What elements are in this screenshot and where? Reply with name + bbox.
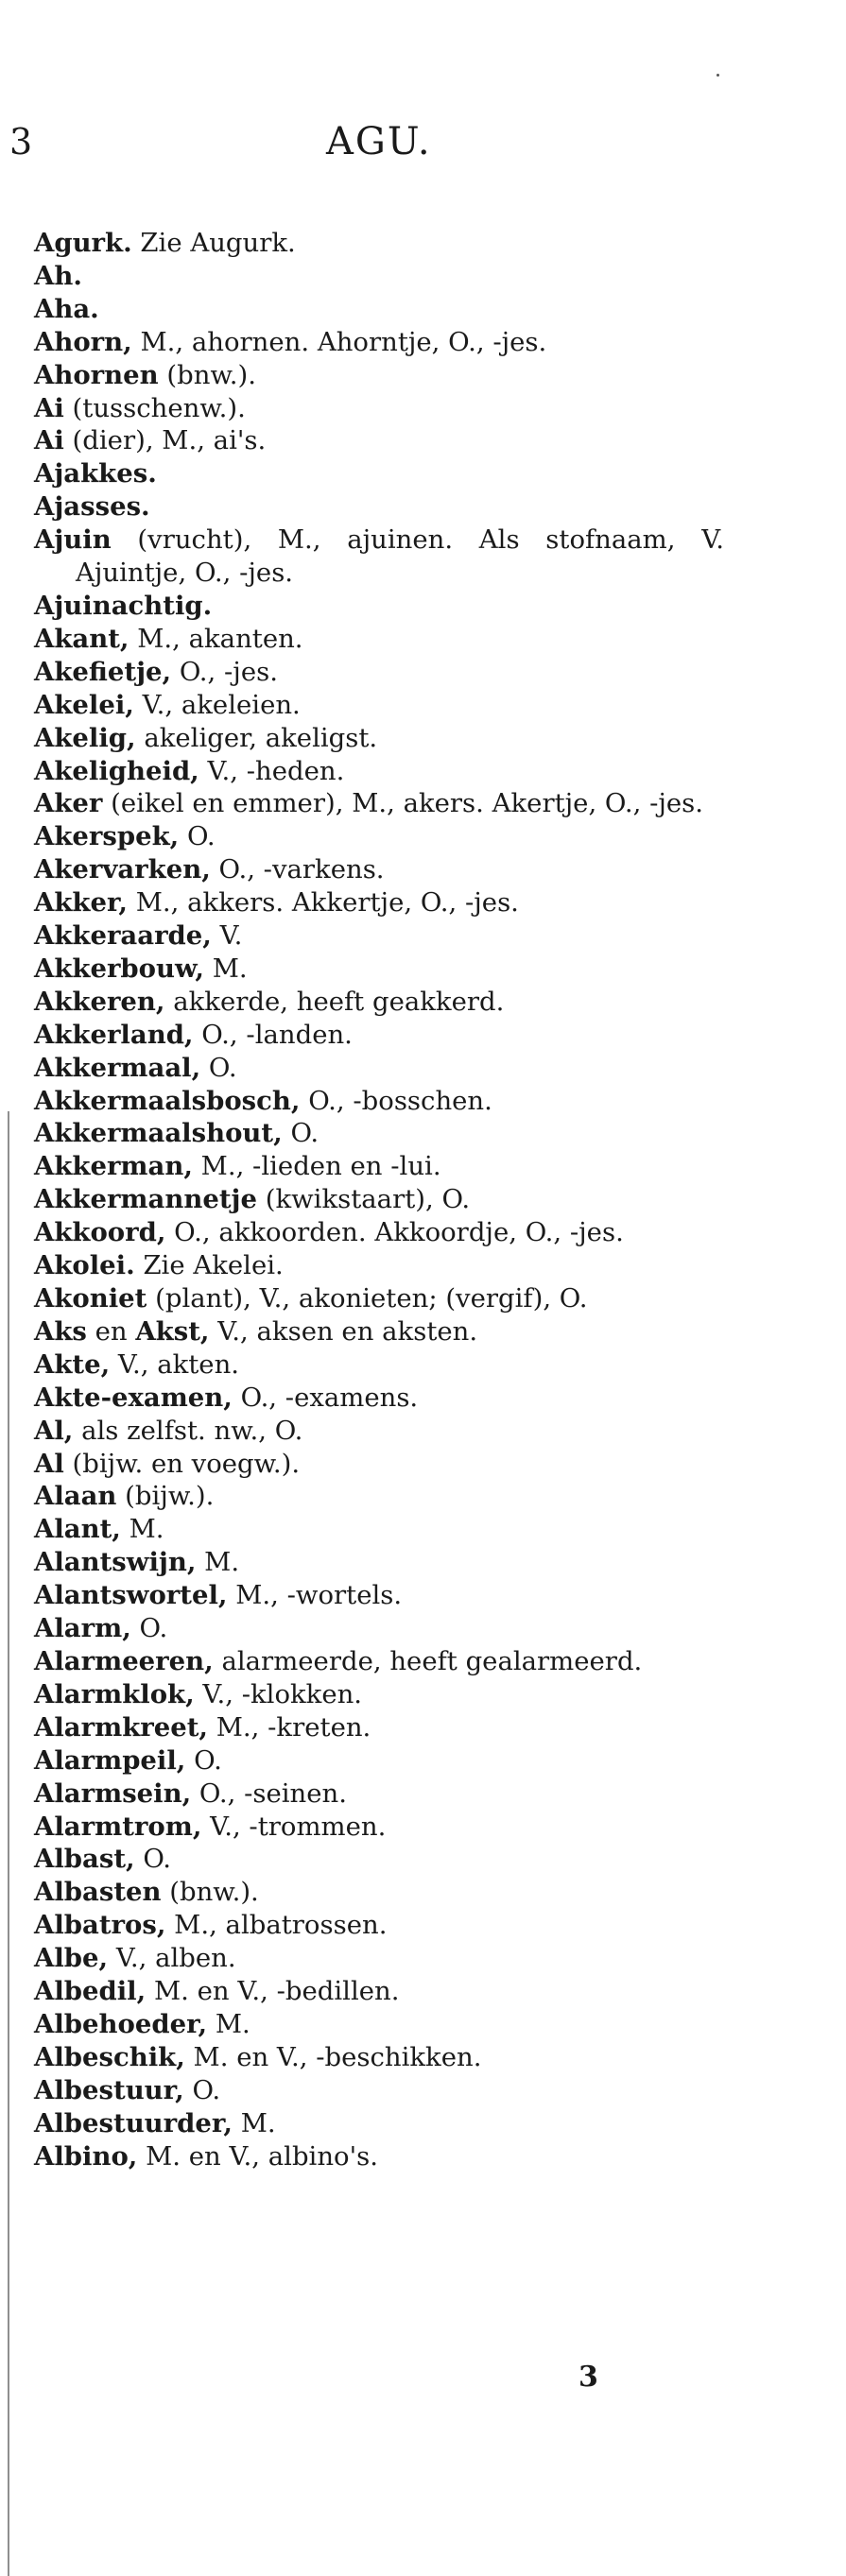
page-header <box>0 121 846 178</box>
dictionary-entry <box>34 392 724 425</box>
dictionary-entry <box>34 1216 724 1249</box>
entry-headword: Akkerland, <box>34 1019 194 1050</box>
entry-headword: Akelei, <box>34 689 134 720</box>
entry-definition: O., -jes. <box>171 656 278 687</box>
entry-headword: Akkeren, <box>34 986 165 1017</box>
dictionary-entry <box>34 656 724 689</box>
dictionary-entry <box>34 1612 724 1645</box>
entry-headword: Alarmklok, <box>34 1678 195 1709</box>
entry-headword: Alarm, <box>34 1613 131 1644</box>
entry-headword: Alantswijn, <box>34 1547 197 1578</box>
dictionary-entry <box>34 2107 724 2140</box>
dictionary-entry <box>34 1019 724 1052</box>
dictionary-entry <box>34 2008 724 2041</box>
dictionary-entry <box>34 1052 724 1085</box>
page-number-top: 3 <box>9 121 33 163</box>
entry-definition: M., akkers. Akkertje, O., -jes. <box>128 887 519 919</box>
dictionary-entry <box>34 1645 724 1678</box>
entry-headword: Ajuin <box>34 524 112 556</box>
entry-headword: Akkermaalsbosch, <box>34 1085 301 1116</box>
entry-definition: M. en V., albino's. <box>137 2140 379 2172</box>
entry-headword: Alarmsein, <box>34 1777 192 1809</box>
entry-headword: Aker <box>34 788 103 819</box>
entry-definition: M. <box>204 953 248 984</box>
dictionary-entry <box>34 1711 724 1744</box>
entry-definition: als zelfst. nw., O. <box>73 1415 303 1446</box>
dictionary-entry <box>34 1480 724 1513</box>
entry-definition: M., -kreten. <box>208 1711 371 1743</box>
entry-definition: O. <box>200 1052 237 1083</box>
entry-definition: O., -examens. <box>232 1382 419 1413</box>
dictionary-entry <box>34 1579 724 1612</box>
entry-headword: Akkermaalshout, <box>34 1118 283 1149</box>
entry-definition: M., -lieden en -lui. <box>192 1151 441 1182</box>
dictionary-entry <box>34 1975 724 2008</box>
dictionary-entry <box>34 787 724 820</box>
dictionary-entry <box>34 359 724 392</box>
entry-headword: Ahorn, <box>34 326 132 357</box>
entry-headword: Albasten <box>34 1877 162 1908</box>
entry-definition: M. en V., -beschikken. <box>184 2041 482 2072</box>
dictionary-entry <box>34 919 724 953</box>
entry-definition: Zie Augurk. <box>131 228 296 258</box>
entry-definition: (dier), M., ai's. <box>63 425 267 456</box>
entry-headword: Albehoeder, <box>34 2008 208 2039</box>
entry-definition-secondary: V., aksen en aksten. <box>209 1315 478 1347</box>
entry-headword: Albe, <box>34 1943 109 1974</box>
entry-definition: (bnw.). <box>161 1877 259 1908</box>
entry-definition: M. <box>207 2008 250 2039</box>
entry-headword: Akkermannetje <box>34 1184 257 1215</box>
entry-headword: Akkoord, <box>34 1217 166 1248</box>
entry-headword: Albestuur, <box>34 2074 184 2105</box>
margin-rule <box>8 1111 9 2576</box>
dictionary-entry <box>34 1777 724 1811</box>
entry-definition: V., -klokken. <box>194 1678 363 1709</box>
dictionary-entry <box>34 1415 724 1448</box>
entry-definition: V. <box>211 920 243 952</box>
dictionary-entry <box>34 1942 724 1975</box>
entry-headword: Ajuinachtig. <box>34 590 213 621</box>
dictionary-entry <box>34 457 724 490</box>
dictionary-entry <box>34 1876 724 1909</box>
entry-definition: O. <box>134 1844 172 1875</box>
entry-headword: Ahornen <box>34 359 159 390</box>
entry-definition: O. <box>183 2074 221 2105</box>
entry-headword: Alarmkreet, <box>34 1711 209 1743</box>
dictionary-entry <box>34 1448 724 1481</box>
dictionary-entry <box>34 2041 724 2074</box>
entry-definition: (bijw.). <box>116 1481 215 1512</box>
dictionary-entry <box>34 2140 724 2173</box>
dictionary-entry <box>34 1909 724 1942</box>
running-head: AGU. <box>326 120 432 163</box>
dictionary-entry <box>34 293 724 326</box>
entry-definition: O. <box>185 1744 222 1776</box>
entry-headword: Akoniet <box>34 1283 147 1314</box>
dictionary-entry <box>34 1678 724 1711</box>
dictionary-entry <box>34 755 724 788</box>
dictionary-entry <box>34 1348 724 1382</box>
entry-definition: alarmeerde, heeft gealarmeerd. <box>213 1645 643 1676</box>
entry-definition: (kwikstaart), O. <box>256 1184 471 1215</box>
entry-definition: (plant), V., akonieten; (vergif), O. <box>147 1283 588 1314</box>
entry-headword: Alantswortel, <box>34 1580 228 1611</box>
entry-definition: O., -seinen. <box>191 1777 347 1809</box>
entry-headword: Akte, <box>34 1348 111 1380</box>
entry-headword: Albestuurder, <box>34 2107 233 2138</box>
dictionary-entry <box>34 689 724 722</box>
print-speck <box>717 74 719 77</box>
dictionary-entry <box>34 953 724 986</box>
entry-definition: V., -trommen. <box>201 1811 387 1842</box>
entry-headword: Albatros, <box>34 1910 166 1941</box>
entry-definition: M., ahornen. Ahorntje, O., -jes. <box>131 326 547 357</box>
entry-headword: Akeligheid, <box>34 755 199 786</box>
entry-headword: Albeschik, <box>34 2041 185 2072</box>
dictionary-entry <box>34 2074 724 2107</box>
entry-headword: Ajakkes. <box>34 458 157 489</box>
entry-definition: O. <box>282 1118 319 1149</box>
dictionary-entry <box>34 1513 724 1546</box>
entry-definition: (eikel en emmer), M., akers. Akertje, O., -jes. <box>102 788 704 819</box>
entry-headword: Akker, <box>34 887 129 919</box>
entry-definition: M., -wortels. <box>227 1580 403 1611</box>
entry-definition: O., -varkens. <box>210 854 385 885</box>
dictionary-entry <box>34 820 724 853</box>
dictionary-entry <box>34 326 724 359</box>
entry-headword: Akkerman, <box>34 1151 193 1182</box>
entry-headword: Alant, <box>34 1514 121 1545</box>
dictionary-entry <box>34 986 724 1019</box>
entry-headword: Akelig, <box>34 722 136 753</box>
entry-headword: Albedil, <box>34 1976 147 2007</box>
entry-headword: Ajasses. <box>34 491 150 523</box>
dictionary-entry <box>34 227 724 260</box>
dictionary-entry <box>34 260 724 293</box>
dictionary-entry <box>34 1315 724 1348</box>
entry-definition: (vrucht), M., ajuinen. Als stofnaam, V. Ajuintje, O., -jes. <box>76 524 724 589</box>
entry-headword-secondary: Akst, <box>135 1315 210 1347</box>
entry-definition: akkerde, heeft geakkerd. <box>164 986 505 1017</box>
dictionary-entry <box>34 722 724 755</box>
entry-definition: O., -landen. <box>193 1019 353 1050</box>
dictionary-entry <box>34 1811 724 1844</box>
entry-definition: V., -heden. <box>199 755 345 786</box>
entry-headword: Al <box>34 1448 64 1479</box>
dictionary-entry <box>34 886 724 919</box>
entry-headword: Ai <box>34 425 64 456</box>
entry-headword: Akolei. <box>34 1250 135 1281</box>
entry-headword: Alarmeeren, <box>34 1645 214 1676</box>
entry-headword: Akkeraarde, <box>34 920 212 952</box>
dictionary-entry <box>34 524 724 590</box>
entry-definition: O., akkoorden. Akkoordje, O., -jes. <box>165 1217 624 1248</box>
dictionary-entry <box>34 1249 724 1282</box>
entry-definition: O. <box>179 821 216 852</box>
dictionary-entry <box>34 1150 724 1183</box>
entry-headword: Akerspek, <box>34 821 180 852</box>
entry-headword: Alarmtrom, <box>34 1811 202 1842</box>
entry-definition: V., alben. <box>108 1943 236 1974</box>
entry-definition: M., akanten. <box>129 623 303 654</box>
entry-definition: M. <box>232 2107 276 2138</box>
entry-headword: Agurk. <box>34 228 132 258</box>
entry-definition: V., akten. <box>110 1348 240 1380</box>
dictionary-entry <box>34 1744 724 1777</box>
page-number-bottom: 3 <box>578 2361 598 2394</box>
entry-definition: V., akeleien. <box>133 689 301 720</box>
entry-headword: Albino, <box>34 2140 138 2172</box>
entry-headword: Albast, <box>34 1844 135 1875</box>
entry-headword: Akkerbouw, <box>34 953 204 984</box>
entry-definition: Zie Akelei. <box>134 1250 284 1281</box>
entry-definition: (tusschenw.). <box>63 392 246 423</box>
dictionary-entry <box>34 1183 724 1216</box>
dictionary-entry <box>34 590 724 623</box>
dictionary-entry <box>34 490 724 524</box>
dictionary-entry <box>34 1843 724 1876</box>
dictionary-entry <box>34 623 724 656</box>
entry-headword: Aha. <box>34 293 99 324</box>
dictionary-entry <box>34 1282 724 1315</box>
entry-headword: Ai <box>34 392 64 423</box>
dictionary-entry <box>34 1117 724 1150</box>
entry-headword: Alaan <box>34 1481 117 1512</box>
entry-headword: Al, <box>34 1415 74 1446</box>
entry-definition: (bnw.). <box>158 359 256 390</box>
entry-definition: M. <box>196 1547 240 1578</box>
entry-headword: Alarmpeil, <box>34 1744 186 1776</box>
entry-headword: Akefietje, <box>34 656 172 687</box>
entry-headword: Akkermaal, <box>34 1052 201 1083</box>
entry-list <box>34 227 724 2172</box>
entry-definition: O. <box>130 1613 168 1644</box>
dictionary-entry <box>34 424 724 457</box>
dictionary-entry <box>34 1085 724 1118</box>
entry-definition: en <box>86 1315 136 1347</box>
entry-definition: M. <box>120 1514 164 1545</box>
entry-definition: M., albatrossen. <box>165 1910 388 1941</box>
entry-headword: Aks <box>34 1315 87 1347</box>
entry-headword: Akte-examen, <box>34 1382 233 1413</box>
entry-headword: Akant, <box>34 623 129 654</box>
entry-definition: O., -bosschen. <box>300 1085 492 1116</box>
dictionary-entry <box>34 1546 724 1579</box>
entry-definition: (bijw. en voegw.). <box>63 1448 301 1479</box>
entry-headword: Ah. <box>34 260 82 291</box>
dictionary-entry <box>34 853 724 886</box>
entry-definition: M. en V., -bedillen. <box>146 1976 400 2007</box>
entry-definition: akeliger, akeligst. <box>135 722 378 753</box>
entry-headword: Akervarken, <box>34 854 211 885</box>
dictionary-entry <box>34 1382 724 1415</box>
